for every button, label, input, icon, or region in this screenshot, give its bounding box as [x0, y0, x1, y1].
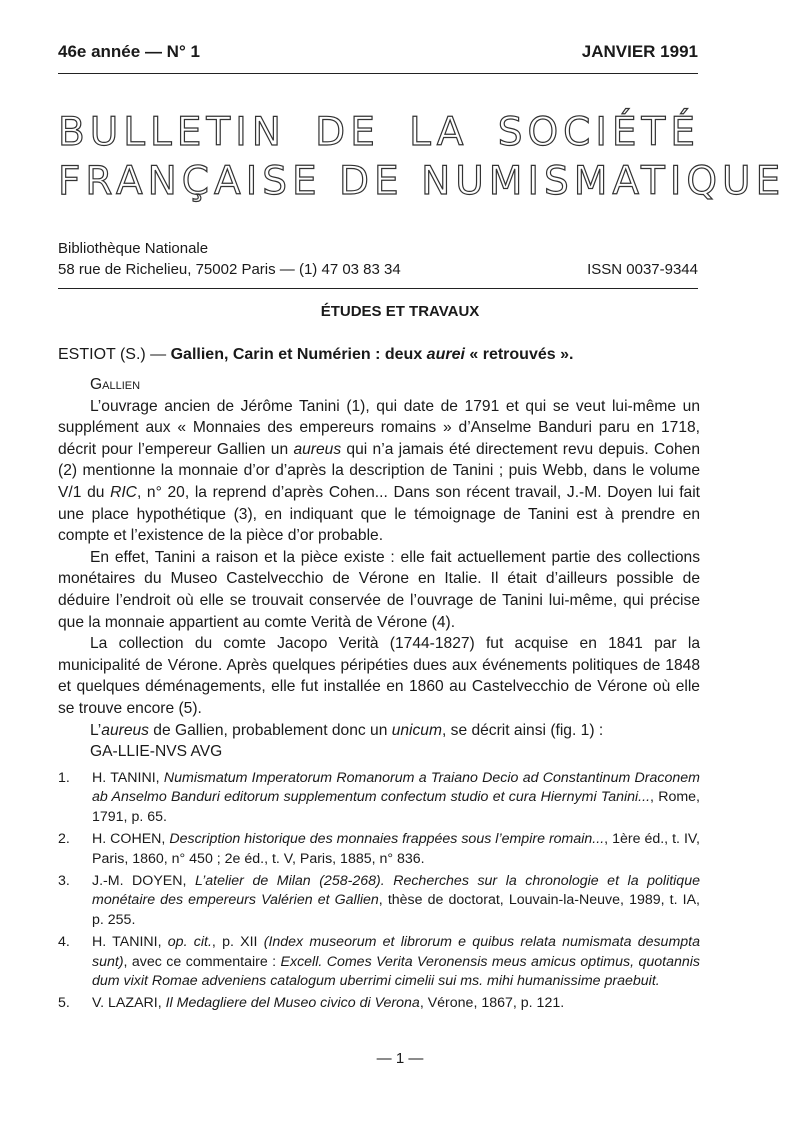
- footnote: [58, 769, 700, 827]
- footnote-title: Numismatum Imperatorum Romanorum a Traiano Decio ad Constantinum Draconem ab Anselmo Banduri editorum supplementum confectum studio et cura Hiernymi Tanini...: [92, 770, 700, 806]
- issn: ISSN 0037-9344: [587, 261, 698, 278]
- p1-italic-b: RIC: [110, 483, 137, 501]
- article-title: [58, 346, 573, 364]
- issue-number: 46e année — N° 1: [58, 42, 200, 61]
- p1-text-a: L’ouvrage ancien de Jérôme Tanini (1), qui date de 1791 et qui se veut lui-même un supplément aux « Monnaies des empereurs romains » d’Anselme Banduri paru en 1718, décrit pour l’empereur Gallien un: [58, 397, 700, 458]
- issue-date: JANVIER 1991: [581, 42, 698, 61]
- footnote: [58, 830, 700, 869]
- article-author: ESTIOT (S.) —: [58, 346, 171, 363]
- footnote-details: , Vérone, 1867, p. 121.: [419, 995, 565, 1012]
- p1-text-c: , n° 20, la reprend d’après Cohen... Dans son récent travail, J.-M. Doyen lui fait une place hypothétique (3), en indiquant que le témoignage de Tanini est à prendre en compte et l’existence de la pièce d’or probable.: [58, 483, 700, 545]
- subheading: Gallien: [90, 376, 141, 393]
- footnote-author: J.-M. DOYEN,: [92, 873, 195, 890]
- paragraph-1: [58, 396, 700, 547]
- footnote-author: H. TANINI,: [92, 770, 164, 786]
- footnote-author: H. COHEN,: [92, 831, 170, 848]
- footnote-author: H. TANINI,: [92, 934, 168, 951]
- address-line-1: Bibliothèque Nationale: [58, 240, 209, 257]
- footnote-details: , p. XII: [211, 934, 264, 951]
- header-rule: [58, 73, 698, 74]
- footnote-details: , Rome, 1791, p. 65.: [92, 789, 700, 825]
- p4-italic-a: aureus: [101, 721, 149, 739]
- footnote-title-2: (Index museorum et librorum e quibus relata numismata desumpta sunt): [92, 934, 700, 970]
- p1-italic-a: aureus: [293, 440, 342, 458]
- article-body: [58, 374, 700, 763]
- footnote-number: 2.: [58, 831, 70, 848]
- address-line-2: 58 rue de Richelieu, 75002 Paris — (1) 47 03 83 34: [58, 261, 401, 278]
- footnote-number: 3.: [58, 873, 70, 890]
- paragraph-2: En effet, Tanini a raison et la pièce existe : elle fait actuellement partie des collections monétaires du Museo Castelvecchio de Vérone en Italie. Il était d’ailleurs possible de déduire l’endroit où elle se trouvait conservée de l’ouvrage de Tanini lui-même, qui précise que la monnaie appartient au comte Verità de Vérone (4).: [58, 548, 700, 631]
- p4-text-b: de Gallien, probablement donc un: [148, 721, 392, 739]
- footnote-details: , 1ère éd., t. IV, Paris, 1860, n° 450 ; 2e éd., t. V, Paris, 1885, n° 836.: [92, 831, 700, 867]
- footnote-details-2: , avec ce commentaire :: [123, 953, 281, 970]
- footnote-number: 1.: [58, 770, 70, 786]
- article-title-c: « retrouvés ».: [464, 346, 574, 363]
- footnote-author: V. LAZARI,: [92, 995, 166, 1012]
- coin-legend: GA-LLIE-NVS AVG: [90, 743, 223, 761]
- article-title-a: Gallien, Carin et Numérien : deux: [170, 346, 427, 363]
- running-header: [58, 42, 698, 68]
- address-rule: [58, 288, 698, 289]
- footnote-quote: Excell. Comes Verita Veronensis meus amicus optimus, quotannis dum vixit Romae adveniens catalogum uberrimi cimelii sui ms. mihi humanissime praebuit.: [92, 953, 700, 990]
- p4-text-c: , se décrit ainsi (fig. 1) :: [441, 721, 604, 739]
- paragraph-4: [58, 720, 700, 742]
- footnote-title: Il Medagliere del Museo civico di Verona: [165, 995, 420, 1012]
- footnote-number: 5.: [58, 995, 70, 1012]
- footnote: [58, 994, 700, 1013]
- footnotes: [58, 769, 700, 1017]
- p1-text-b: qui n’a jamais été directement revu depuis. Cohen (2) mentionne la monnaie d’or d’après la description de Tanini ; puis Webb, dans le volume V/1 du: [58, 440, 700, 501]
- masthead-line-1: BULLETIN DE LA SOCIÉTÉ: [58, 110, 700, 155]
- footnote-number: 4.: [58, 934, 70, 951]
- section-title: ÉTUDES ET TRAVAUX: [320, 303, 480, 320]
- footnote-title: op. cit.: [167, 934, 212, 951]
- address-block: [58, 238, 700, 280]
- footnote-details: , thèse de doctorat, Louvain-la-Neuve, 1989, t. IA, p. 255.: [92, 892, 700, 928]
- footnote-title: Description historique des monnaies frappées sous l’empire romain...: [169, 831, 605, 848]
- footnote: [58, 872, 700, 930]
- page-number: — 1 —: [376, 1050, 424, 1067]
- p4-italic-b: unicum: [391, 721, 442, 739]
- p4-text-a: L’: [90, 721, 102, 739]
- masthead-line-2: FRANÇAISE DE NUMISMATIQUE: [58, 159, 786, 204]
- footnote: [58, 933, 700, 991]
- footnote-title: L’atelier de Milan (258-268). Recherches sur la chronologie et la politique monétaire des empereurs Valérien et Gallien: [92, 873, 700, 909]
- article-title-italic: aurei: [426, 346, 465, 363]
- paragraph-3: La collection du comte Jacopo Verità (1744-1827) fut acquise en 1841 par la municipalité de Vérone. Après quelques péripéties dues aux événements politiques de 1848 et quelques déménagements, elle fut installée en 1860 au Castelvecchio de Vérone où elle se trouve encore (5).: [58, 635, 700, 717]
